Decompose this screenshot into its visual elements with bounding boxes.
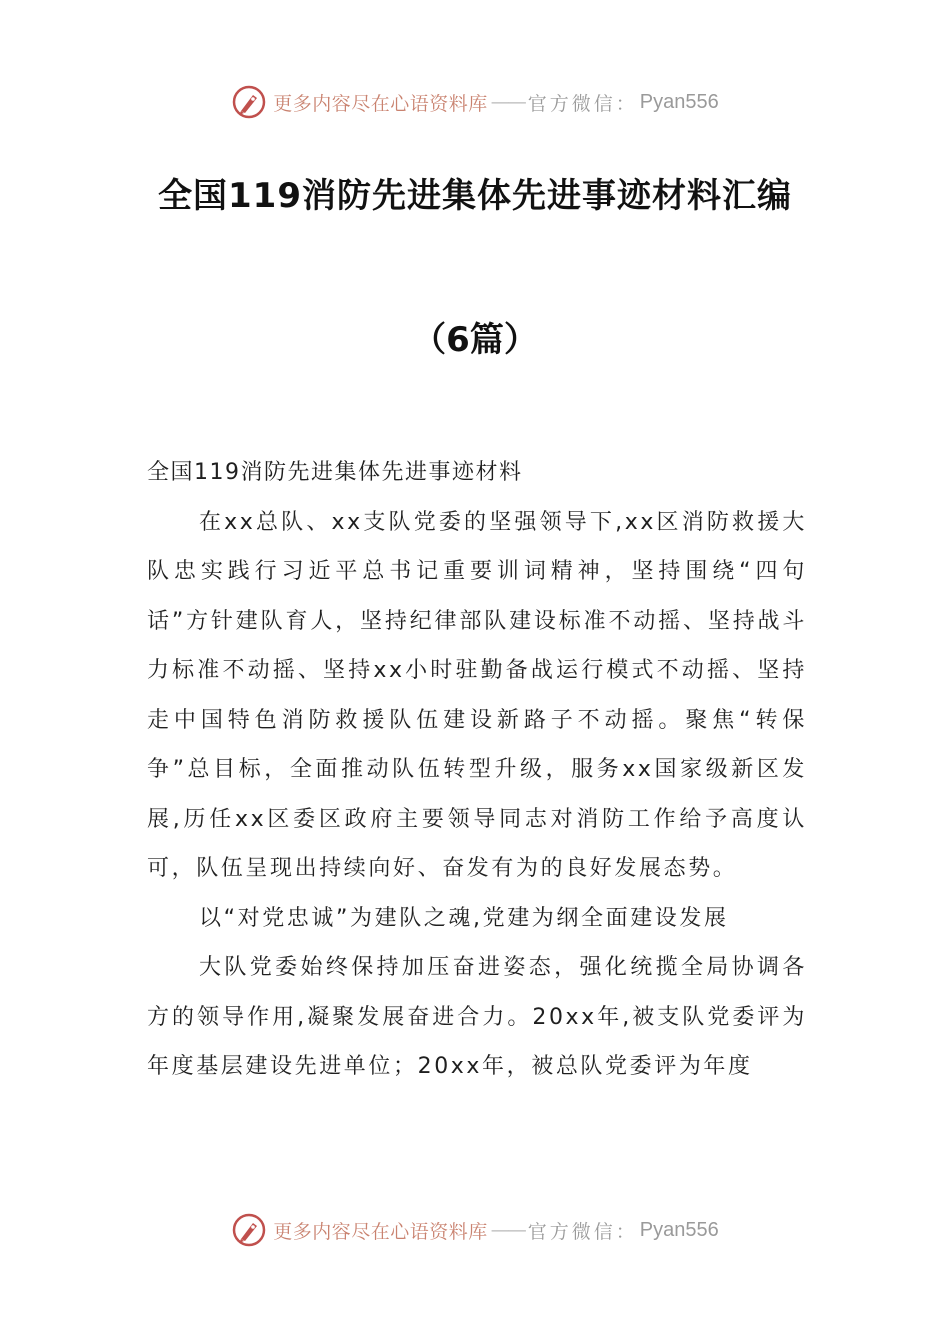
wechat-id: Pyan556 [639, 90, 719, 113]
official-label: 官方微信： [527, 1220, 638, 1243]
ad-text: 更多内容尽在心语资料库 [273, 1220, 488, 1243]
body-paragraph: 在xx总队、xx支队党委的坚强领导下,xx区消防救援大队忠实践行习近平总书记重要训词精神，坚持围绕“四句话”方针建队育人，坚持纪律部队建设标准不动摇、坚持战斗力标准不动摇、坚持xx小时驻勤备战运行模式不动摇、坚持走中国特色消防救援队伍建设新路子不动摇。聚焦“转保争”总目标，全面推动队伍转型升级，服务xx国家级新区发展,历任xx区委区政府主要领导同志对消防工作给予高度认可，队伍呈现出持续向好、奋发有为的良好发展态势。 [147, 509, 807, 881]
section-heading: 全国119消防先进集体先进事迹材料 [147, 460, 523, 485]
body-paragraph: 以“对党忠诚”为建队之魂,党建为纲全面建设发展 [199, 905, 729, 931]
document-body [147, 448, 807, 1092]
document-title: 全国119消防先进集体先进事迹材料汇编 [158, 176, 792, 216]
ad-separator: —— [490, 1219, 525, 1241]
ad-separator: —— [490, 91, 525, 113]
wechat-id: Pyan556 [639, 1218, 719, 1241]
document-subtitle: （6篇） [412, 320, 538, 360]
body-paragraph: 大队党委始终保持加压奋进姿态，强化统揽全局协调各方的领导作用,凝聚发展奋进合力。20xx年,被支队党委评为年度基层建设先进单位；20xx年，被总队党委评为年度 [147, 955, 807, 1079]
pen-nib-logo-icon [231, 84, 267, 120]
header-watermark [0, 82, 950, 122]
official-label: 官方微信： [527, 92, 638, 115]
pen-nib-logo-icon [231, 1212, 267, 1248]
ad-text: 更多内容尽在心语资料库 [273, 92, 488, 115]
footer-watermark [0, 1210, 950, 1250]
